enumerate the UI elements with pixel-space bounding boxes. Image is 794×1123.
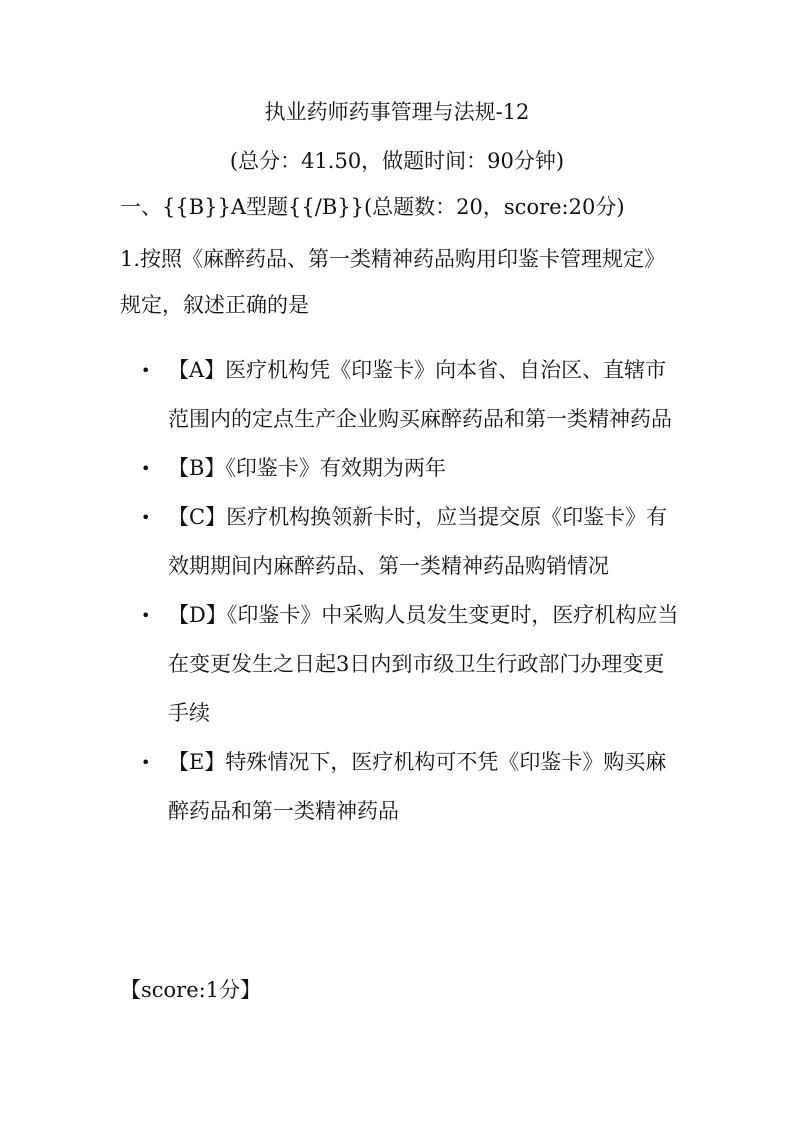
option-list [120, 346, 680, 836]
option-d-text: 【D】《印鉴卡》中采购人员发生变更时，医疗机构应当在变更发生之日起3日内到市级卫生行政部门办理变更手续 [168, 603, 679, 725]
option-e [120, 738, 680, 836]
section-header: 一、{{B}}A型题{{/B}}(总题数：20，score:20分) [120, 195, 625, 219]
bullet-icon: • [141, 459, 151, 478]
option-b-text: 【B】《印鉴卡》有效期为两年 [168, 456, 446, 480]
question-score: 【score:1分】 [120, 978, 262, 1002]
option-c [120, 493, 680, 591]
option-c-text: 【C】医疗机构换领新卡时，应当提交原《印鉴卡》有效期期间内麻醉药品、第一类精神药品购销情况 [168, 505, 668, 578]
option-b [120, 444, 680, 493]
option-a-text: 【A】医疗机构凭《印鉴卡》向本省、自治区、直辖市范围内的定点生产企业购买麻醉药品和第一类精神药品 [168, 358, 672, 431]
option-a [120, 346, 680, 444]
option-e-text: 【E】特殊情况下，医疗机构可不凭《印鉴卡》购买麻醉药品和第一类精神药品 [168, 750, 667, 823]
question-text: 1.按照《麻醉药品、第一类精神药品购用印鉴卡管理规定》规定，叙述正确的是 [120, 247, 666, 317]
bullet-icon: • [141, 753, 151, 772]
document-subtitle: (总分：41.50，做题时间：90分钟) [229, 149, 565, 173]
bullet-icon: • [141, 361, 151, 380]
option-d [120, 591, 680, 738]
document-title: 执业药师药事管理与法规-12 [264, 100, 530, 124]
bullet-icon: • [141, 508, 151, 527]
bullet-icon: • [141, 606, 151, 625]
